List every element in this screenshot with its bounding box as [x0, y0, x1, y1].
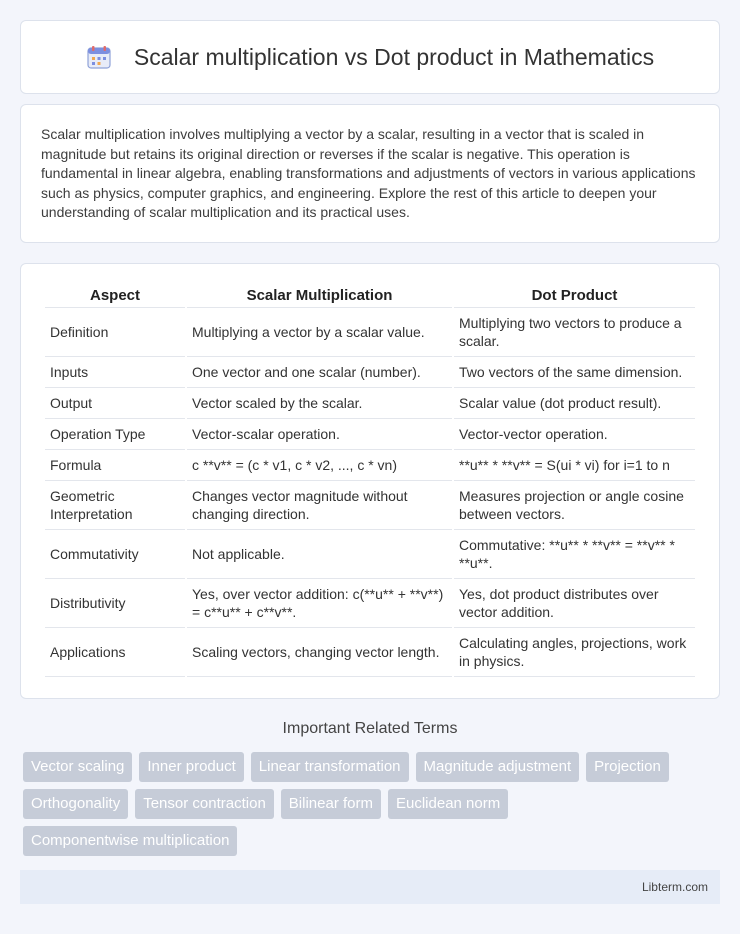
table-cell: Two vectors of the same dimension.: [454, 357, 695, 388]
table-row: [45, 481, 695, 530]
table-cell: Operation Type: [45, 419, 185, 450]
tag-magnitude-adjustment[interactable]: Magnitude adjustment: [416, 752, 580, 782]
tag-componentwise-multiplication[interactable]: Componentwise multiplication: [23, 826, 237, 856]
table-cell: Formula: [45, 450, 185, 481]
header-aspect: Aspect: [45, 284, 185, 308]
header-card: [20, 20, 720, 94]
table-cell: Changes vector magnitude without changing direction.: [187, 481, 452, 530]
table-cell: Multiplying a vector by a scalar value.: [187, 308, 452, 357]
table-row: [45, 388, 695, 419]
tag-bilinear-form[interactable]: Bilinear form: [281, 789, 381, 819]
comparison-table-card: [20, 263, 720, 699]
tag-tensor-contraction[interactable]: Tensor contraction: [135, 789, 274, 819]
table-row: [45, 628, 695, 677]
related-terms-title: Important Related Terms: [282, 720, 458, 737]
table-cell: Yes, over vector addition: c(**u** + **v**) = c**u** + c**v**.: [187, 579, 452, 628]
table-row: [45, 579, 695, 628]
table-row: [45, 450, 695, 481]
table-cell: Scalar value (dot product result).: [454, 388, 695, 419]
table-cell: Output: [45, 388, 185, 419]
table-cell: Measures projection or angle cosine between vectors.: [454, 481, 695, 530]
table-cell: c **v** = (c * v1, c * v2, ..., c * vn): [187, 450, 452, 481]
table-cell: Commutativity: [45, 530, 185, 579]
table-cell: Inputs: [45, 357, 185, 388]
tag-inner-product[interactable]: Inner product: [139, 752, 243, 782]
comparison-table: [43, 284, 697, 677]
page-title: Scalar multiplication vs Dot product in Mathematics: [133, 43, 655, 70]
table-row: [45, 419, 695, 450]
tag-projection[interactable]: Projection: [586, 752, 669, 782]
table-row: [45, 357, 695, 388]
table-cell: Vector-vector operation.: [454, 419, 695, 450]
table-cell: Definition: [45, 308, 185, 357]
table-cell: Commutative: **u** * **v** = **v** * **u**.: [454, 530, 695, 579]
table-cell: Not applicable.: [187, 530, 452, 579]
table-cell: Applications: [45, 628, 185, 677]
footer-site-link[interactable]: Libterm.com: [641, 880, 708, 894]
header-scalar-multiplication: Scalar Multiplication: [187, 284, 452, 308]
table-cell: Multiplying two vectors to produce a scalar.: [454, 308, 695, 357]
table-header-row: [45, 284, 695, 308]
table-row: [45, 530, 695, 579]
table-cell: Calculating angles, projections, work in physics.: [454, 628, 695, 677]
table-row: [45, 308, 695, 357]
footer: [20, 870, 720, 904]
table-cell: Scaling vectors, changing vector length.: [187, 628, 452, 677]
table-cell: **u** * **v** = S(ui * vi) for i=1 to n: [454, 450, 695, 481]
intro-text: Scalar multiplication involves multiplying a vector by a scalar, resulting in a vector that is scaled in magnitude but retains its original direction or reverses if the scalar is negative. This operation is fundamental in linear algebra, enabling transformations and adjustments of vectors in various applications such as physics, computer graphics, and engineering. Explore the rest of this article to deepen your understanding of scalar multiplication and its practical uses.: [41, 126, 696, 220]
tag-linear-transformation[interactable]: Linear transformation: [251, 752, 409, 782]
header-dot-product: Dot Product: [454, 284, 695, 308]
intro-card: [20, 104, 720, 243]
tag-euclidean-norm[interactable]: Euclidean norm: [388, 789, 508, 819]
table-cell: Vector scaled by the scalar.: [187, 388, 452, 419]
calendar-icon: [86, 44, 112, 70]
tag-vector-scaling[interactable]: Vector scaling: [23, 752, 132, 782]
table-cell: Vector-scalar operation.: [187, 419, 452, 450]
table-cell: One vector and one scalar (number).: [187, 357, 452, 388]
table-cell: Geometric Interpretation: [45, 481, 185, 530]
related-terms-list: [23, 752, 723, 856]
table-cell: Distributivity: [45, 579, 185, 628]
tag-orthogonality[interactable]: Orthogonality: [23, 789, 128, 819]
table-cell: Yes, dot product distributes over vector addition.: [454, 579, 695, 628]
